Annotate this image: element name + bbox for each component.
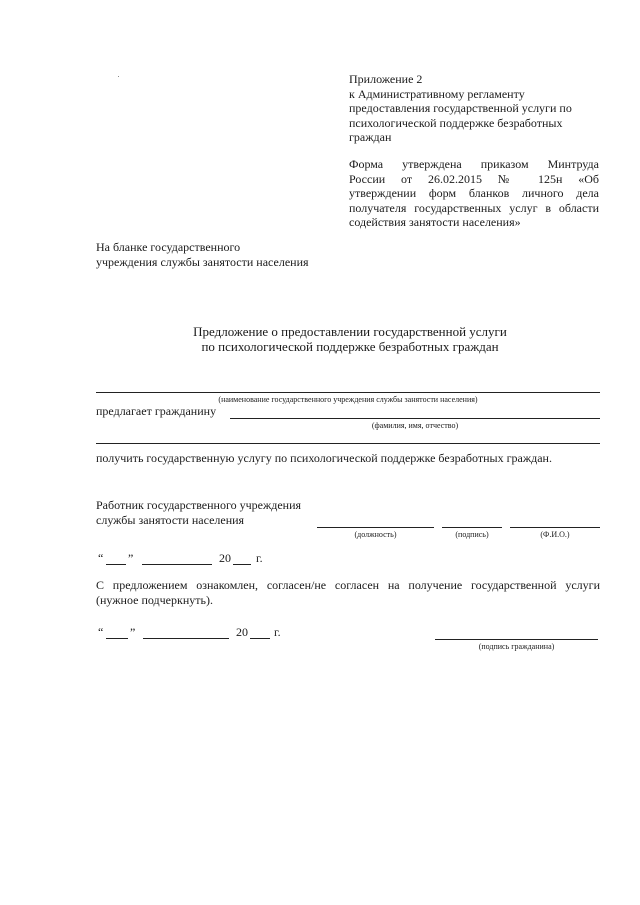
continuation-line (96, 443, 600, 444)
acknowledgement-block (96, 578, 600, 607)
letterhead-line-1: На бланке государственного (96, 240, 241, 254)
form-approval-line-5: содействия занятости населения» (349, 215, 521, 229)
citizen-name-line (230, 418, 600, 419)
title-line-1: Предложение о предоставлении государственной услуги (193, 324, 507, 339)
employee-fio-line (510, 527, 600, 528)
date2-year-line (250, 638, 270, 639)
date1-year-line (233, 564, 251, 565)
title-line-2: по психологической поддержке безработных граждан (201, 339, 499, 354)
date1-month-line (142, 564, 212, 565)
date2-day-line (106, 638, 128, 639)
form-approval-line-4: получателя государственных услуг в области (349, 200, 599, 215)
date2-year-prefix: 20 (236, 625, 248, 639)
position-line (317, 527, 434, 528)
form-approval-line-2: России от 26.02.2015 № 125н «Об (349, 171, 599, 186)
appendix-line-4: психологической поддержке безработных (349, 115, 563, 130)
fio-caption: (фамилия, имя, отчество) (371, 421, 459, 430)
date1-day-line (106, 564, 126, 565)
letterhead-line-2: учреждения службы занятости населения (96, 254, 309, 269)
letterhead-note (96, 240, 336, 269)
employee-line-2: службы занятости населения (96, 512, 245, 527)
acknowledgement-line-1: С предложением ознакомлен, согласен/не согласен на получение государственной услуги (96, 578, 600, 592)
form-approval-line-3: утверждении форм бланков личного дела (349, 186, 599, 200)
appendix-line-1: Приложение 2 (349, 72, 423, 86)
date1-year-prefix: 20 (219, 551, 231, 565)
acknowledgement-line-2: (нужное подчеркнуть). (96, 592, 213, 607)
date2-close-quote: ” (130, 625, 136, 639)
citizen-signature-line (435, 639, 598, 640)
appendix-line-3: предоставления государственной услуги по (349, 101, 572, 115)
document-title (100, 324, 600, 354)
institution-caption: (наименование государственного учреждения службы занятости населения) (218, 395, 478, 404)
offers-label: предлагает гражданину (96, 404, 217, 418)
signature-line (442, 527, 502, 528)
appendix-line-5: граждан (349, 130, 392, 144)
date2-year-suffix: г. (274, 625, 281, 639)
employee-line-1: Работник государственного учреждения (96, 498, 302, 512)
employee-label (96, 498, 336, 527)
form-approval-line-1: Форма утверждена приказом Минтруда (349, 157, 599, 171)
position-caption: (должность) (354, 530, 397, 539)
date1-close-quote: ” (128, 551, 134, 565)
appendix-line-2: к Административному регламенту (349, 86, 525, 101)
signature-caption: (подпись) (455, 530, 489, 539)
scan-dot (118, 76, 119, 77)
institution-name-line (96, 392, 600, 393)
appendix-block (349, 72, 609, 145)
employee-fio-caption: (Ф.И.О.) (540, 530, 570, 539)
citizen-signature-caption: (подпись гражданина) (478, 642, 555, 651)
date1-open-quote: “ (98, 551, 104, 565)
date2-open-quote: “ (98, 625, 104, 639)
date2-month-line (143, 638, 229, 639)
receive-text: получить государственную услугу по психологической поддержке безработных граждан. (96, 451, 552, 465)
date1-year-suffix: г. (256, 551, 263, 565)
form-approval-block (349, 157, 599, 230)
